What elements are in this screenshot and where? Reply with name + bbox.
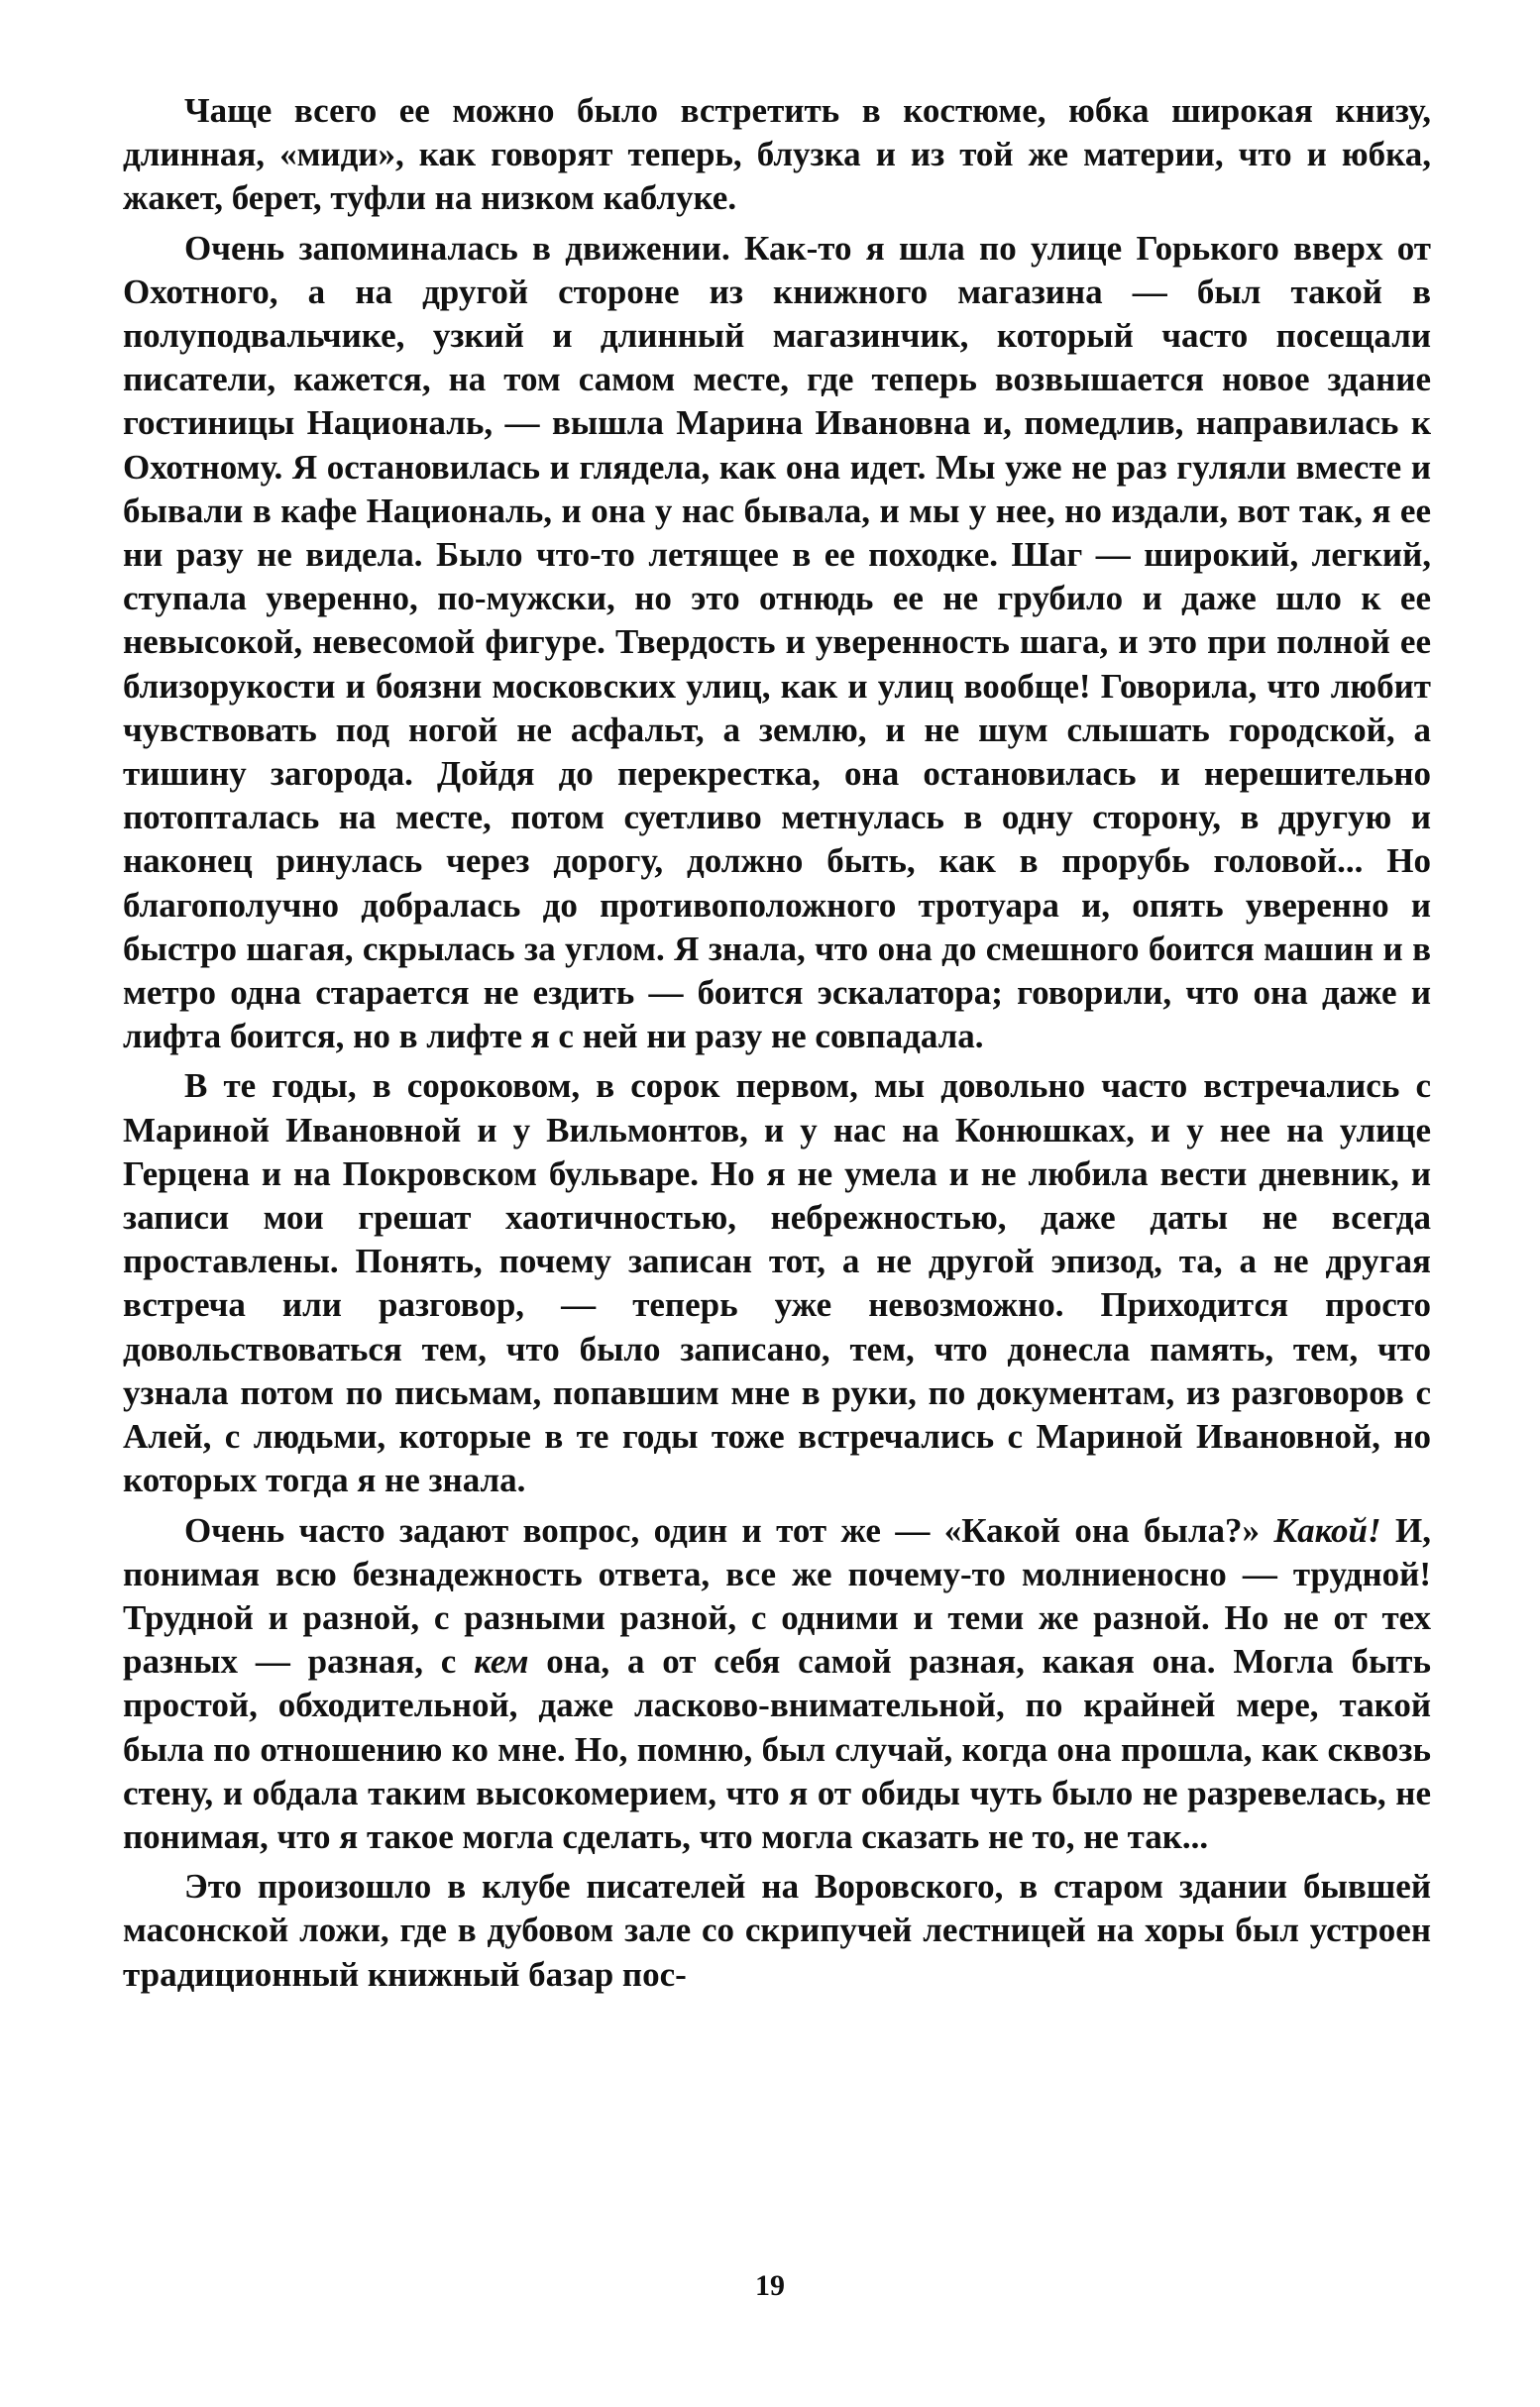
paragraph-4-text-c: она, а от себя самой разная, какая она. Могла быть простой, обходительной, даже ласково-внимательной, по крайней мере, такой была по отношению ко мне. Но, помню, был случай, когда она прошла, как сквозь стену, и обдала таким высокомерием, что я от обиды чуть было не разревелась, не понимая, что я такое могла сделать, что могла сказать не то, не так... bbox=[123, 1642, 1431, 1856]
paragraph-3-text: В те годы, в сороковом, в сорок первом, мы довольно часто встречались с Мариной Ивановной и у Вильмонтов, и у нас на Конюшках, и у нее на улице Герцена и на Покровском бульваре. Но я не умела и не любила вести дневник, и записи мои грешат хаотичностью, небрежностью, даже даты не всегда проставлены. Понять, почему записан тот, а не другой эпизод, та, а не другая встреча или разговор, — теперь уже невозможно. Приходится просто довольствоваться тем, что было записано, тем, что донесла память, тем, что узнала потом по письмам, попавшим мне в руки, по документам, из разговоров с Алей, с людьми, которые в те годы тоже встречались с Мариной Ивановной, но которых тогда я не знала. bbox=[123, 1066, 1431, 1500]
paragraph-3 bbox=[123, 1064, 1431, 1502]
page-number: 19 bbox=[755, 2269, 785, 2302]
paragraph-1-text: Чаще всего ее можно было встретить в костюме, юбка широкая книзу, длинная, «миди», как говорят теперь, блузка и из той же материи, что и юбка, жакет, берет, туфли на низком каблуке. bbox=[123, 91, 1431, 218]
paragraph-4-italic-b: кем bbox=[474, 1642, 529, 1682]
paragraph-4 bbox=[123, 1509, 1431, 1860]
page-body bbox=[123, 89, 1431, 2003]
paragraph-5-text: Это произошло в клубе писателей на Воровского, в старом здании бывшей масонской ложи, где в дубовом зале со скрипучей лестницей на хоры был устроен традиционный книжный базар пос- bbox=[123, 1867, 1431, 1994]
paragraph-4-text-b: И, понимая всю безнадежность ответа, все же почему-то молниеносно — трудной! Трудной и разной, с разными разной, с одними и теми же разной. Но не от тех разных — разная, с bbox=[123, 1510, 1431, 1682]
paragraph-1 bbox=[123, 89, 1431, 221]
paragraph-2-text: Очень запоминалась в движении. Как-то я шла по улице Горького вверх от Охотного, а на другой стороне из книжного магазина — был такой в полуподвальчике, узкий и длинный магазинчик, который часто посещали писатели, кажется, на том самом месте, где теперь возвышается новое здание гостиницы Националь, — вышла Марина Ивановна и, помедлив, направилась к Охотному. Я остановилась и глядела, как она идет. Мы уже не раз гуляли вместе и бывали в кафе Националь, и она у нас бывала, и мы у нее, но издали, вот так, я ее ни разу не видела. Было что-то летящее в ее походке. Шаг — широкий, легкий, ступала уверенно, по-мужски, но это отнюдь ее не грубило и даже шло к ее невысокой, невесомой фигуре. Твердость и уверенность шага, и это при полной ее близорукости и боязни московских улиц, как и улиц вообще! Говорила, что любит чувствовать под ногой не асфальт, а землю, и не шум слышать городской, а тишину загорода. Дойдя до перекрестка, она остановилась и нерешительно потопталась на месте, потом суетливо метнулась в одну сторону, в другую и наконец ринулась через дорогу, должно быть, как в прорубь головой... Но благополучно добралась до противоположного тротуара и, опять уверенно и быстро шагая, скрылась за углом. Я знала, что она до смешного боится машин и в метро одна старается не ездить — боится эскалатора; говорили, что она даже и лифта боится, но в лифте я с ней ни разу не совпадала. bbox=[123, 228, 1431, 1056]
paragraph-4-italic-a: Какой! bbox=[1273, 1510, 1381, 1550]
paragraph-4-text-a: Очень часто задают вопрос, один и тот же — «Какой она была?» bbox=[184, 1510, 1274, 1550]
paragraph-2 bbox=[123, 227, 1431, 1059]
paragraph-5 bbox=[123, 1865, 1431, 1997]
